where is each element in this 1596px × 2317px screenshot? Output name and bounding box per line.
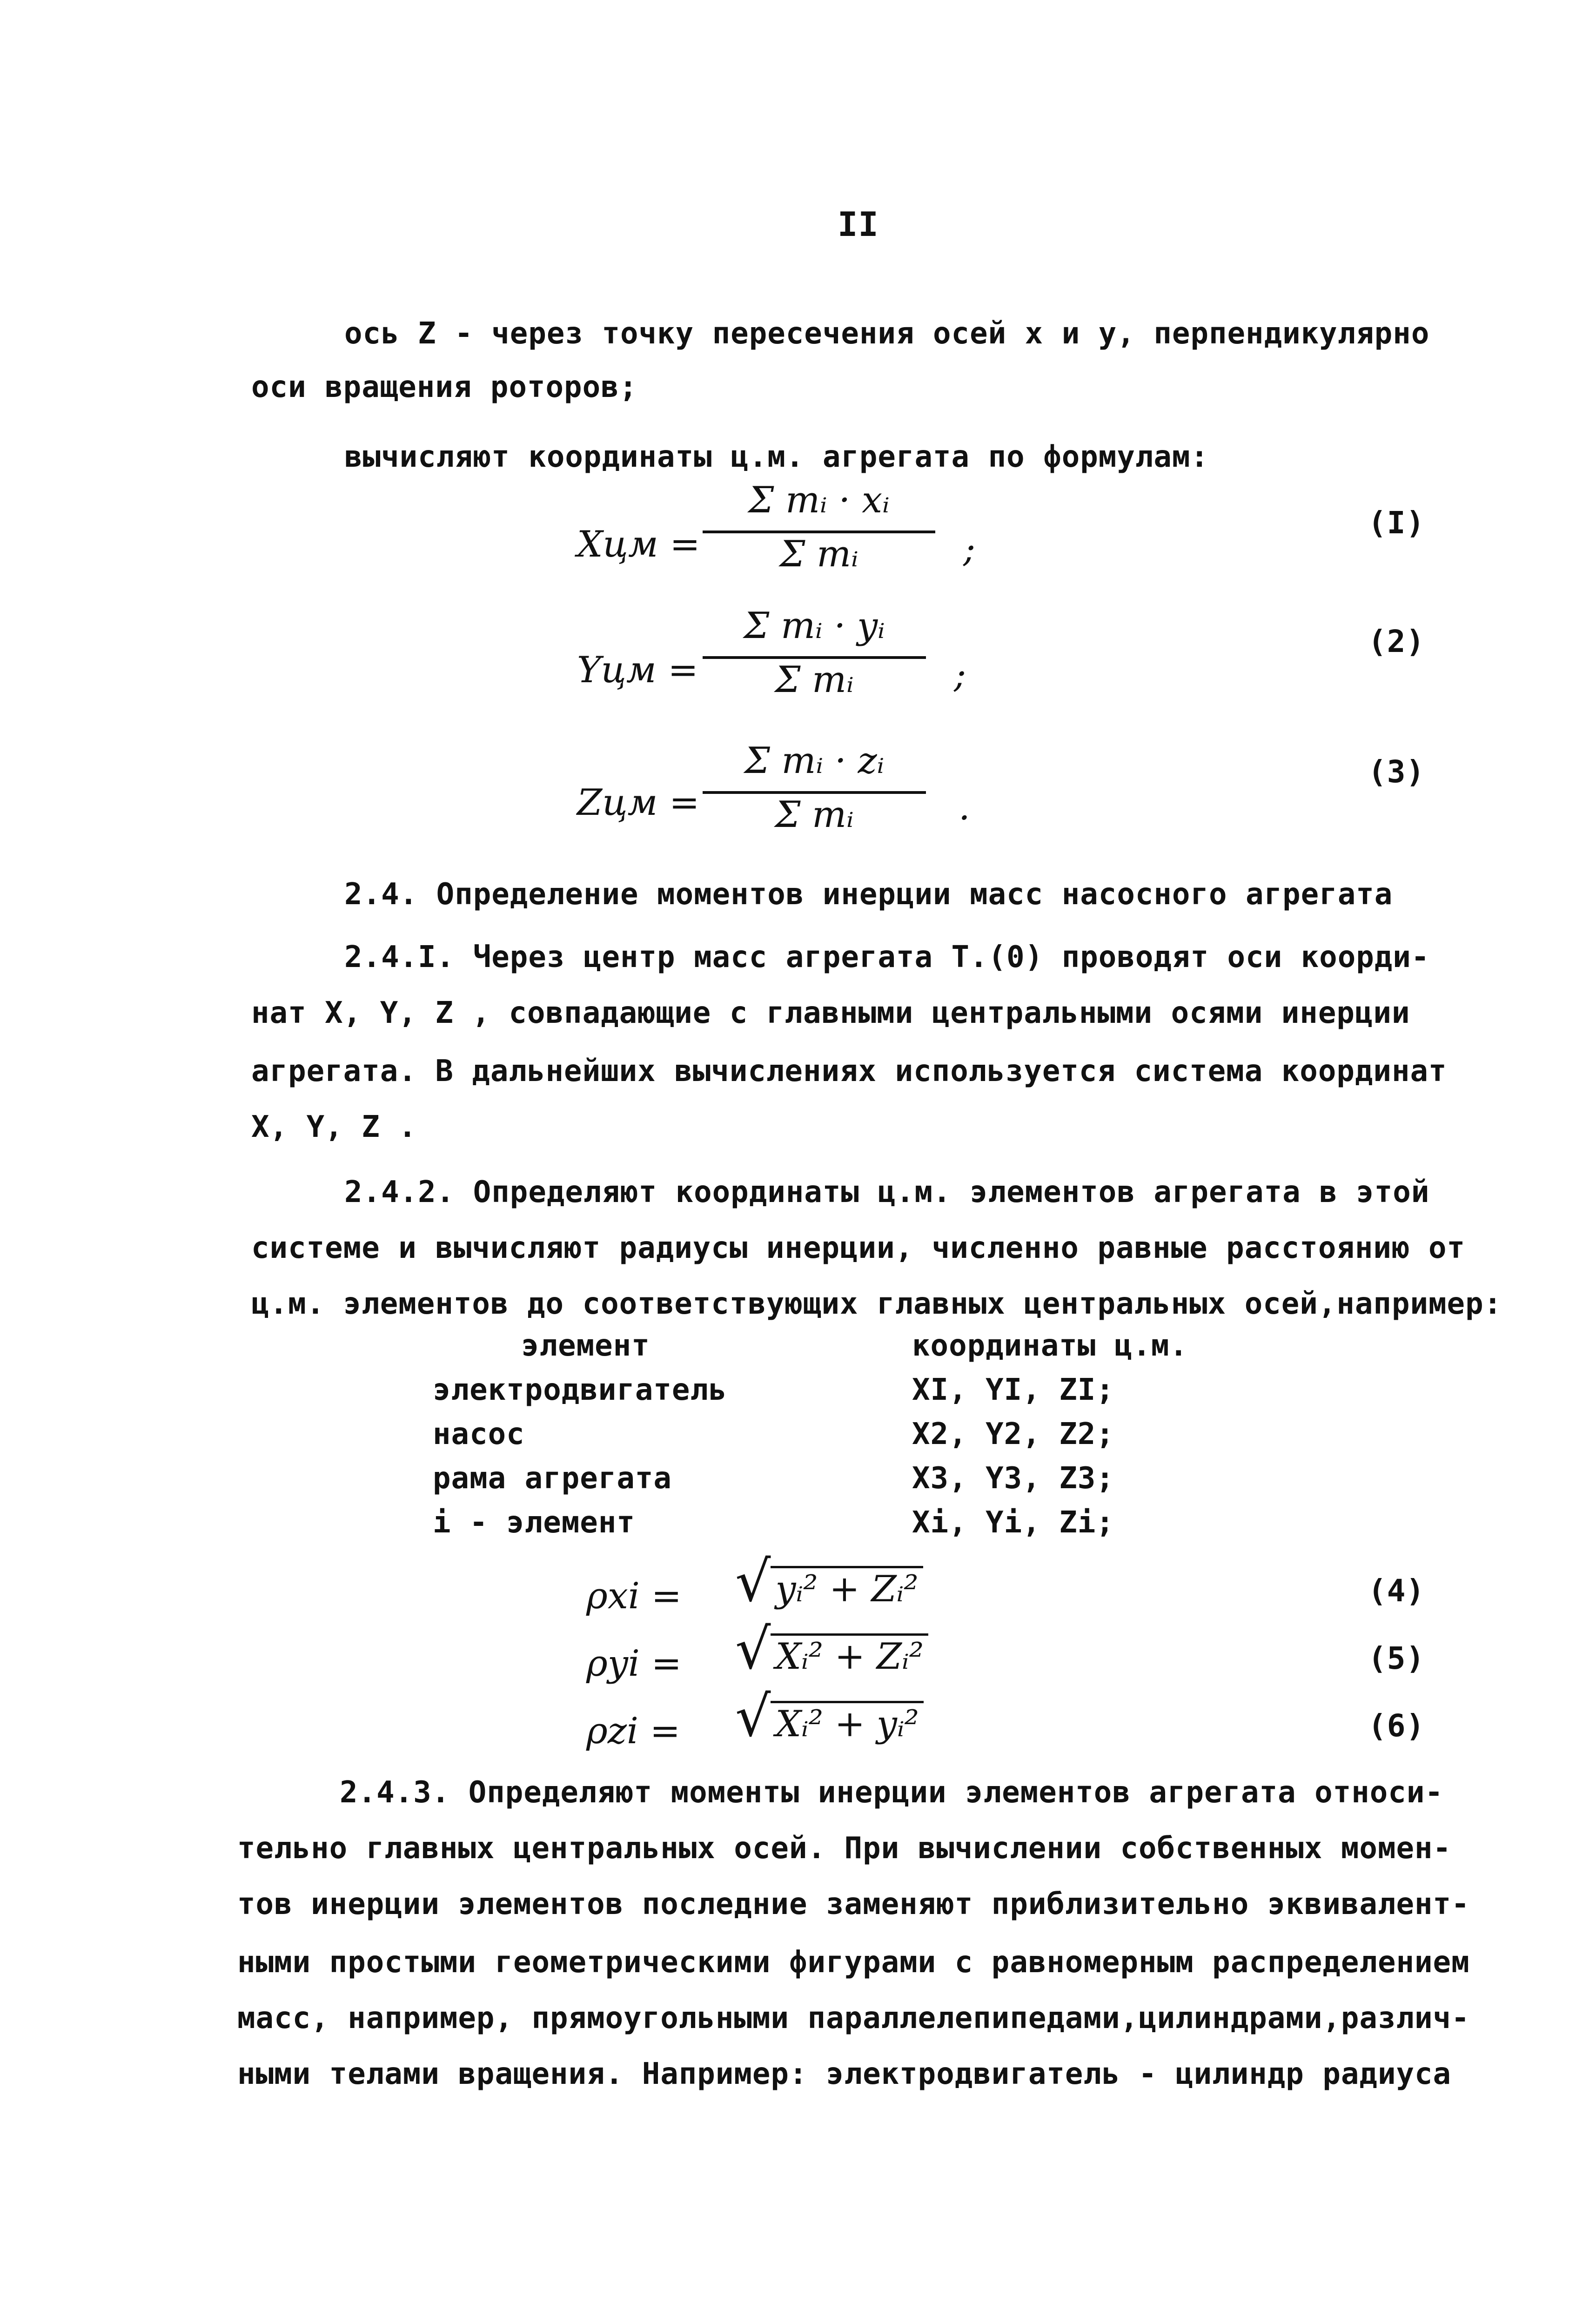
text-line: 2.4.3. Определяют моменты инерции элементов агрегата относи-	[340, 1775, 1443, 1810]
text-line: ными телами вращения. Например: электродвигатель - цилиндр радиуса	[237, 2057, 1452, 2091]
formula-2-end: ;	[954, 654, 966, 696]
formula-2-lhs: Yцм =	[577, 649, 698, 691]
text-line: агрегата. В дальнейших вычислениях используется система координат	[251, 1054, 1447, 1088]
section-heading: 2.4. Определение моментов инерции масс насосного агрегата	[344, 877, 1393, 912]
sqrt-sign: √	[735, 1617, 771, 1682]
formula-6-lhs: ρzi =	[586, 1710, 681, 1752]
text-line: нат X, Y, Z , совпадающие с главными центральными осями инерции	[251, 996, 1410, 1030]
table-cell: i - элемент	[433, 1505, 635, 1540]
text-line: ными простыми геометрическими фигурами с равномерным распределением	[237, 1945, 1470, 1980]
formula-2-fraction	[703, 605, 926, 710]
sqrt-sign: √	[735, 1685, 771, 1749]
formula-3-end: .	[959, 786, 970, 828]
formula-3-fraction	[703, 740, 926, 845]
formula-3-lhs: Zцм =	[577, 782, 700, 824]
formula-5-sqrt	[735, 1617, 928, 1682]
formula-1-end: ;	[963, 528, 976, 570]
text-line: системе и вычисляют радиусы инерции, численно равные расстоянию от	[251, 1231, 1466, 1265]
formula-6-sqrt	[735, 1685, 924, 1749]
formula-6-radicand: Xᵢ² + yᵢ²	[771, 1701, 923, 1745]
formula-1-lhs: Xцм =	[577, 524, 700, 565]
text-line: масс, например, прямоугольными параллелепипедами,цилиндрами,различ-	[237, 2001, 1470, 2035]
formula-4-lhs: ρxi =	[586, 1575, 682, 1617]
table-column-coords	[912, 1329, 1188, 1550]
formula-3-numerator: Σ mᵢ · zᵢ	[744, 740, 885, 782]
formula-1-fraction	[703, 479, 935, 584]
formula-5-lhs: ρyi =	[586, 1643, 682, 1685]
text-line: оси вращения роторов;	[251, 370, 638, 404]
formula-3-denominator: Σ mᵢ	[775, 794, 854, 836]
sqrt-sign: √	[735, 1550, 771, 1614]
text-line: ось Z - через точку пересечения осей x и y, перпендикулярно	[344, 316, 1430, 351]
text-line: тельно главных центральных осей. При вычислении собственных момен-	[237, 1831, 1452, 1866]
table-cell: Xi, Yi, Zi;	[912, 1505, 1114, 1540]
formula-1-numerator: Σ mᵢ · xᵢ	[748, 479, 890, 521]
equation-number: (I)	[1368, 505, 1425, 541]
table-cell: X2, Y2, Z2;	[912, 1417, 1114, 1451]
text-line: ц.м. элементов до соответствующих главных центральных осей,например:	[251, 1287, 1502, 1321]
table-header: координаты ц.м.	[912, 1329, 1188, 1363]
equation-number: (2)	[1368, 624, 1425, 659]
formula-4-sqrt	[735, 1550, 923, 1614]
table-cell: XI, YI, ZI;	[912, 1373, 1114, 1407]
formula-2-numerator: Σ mᵢ · yᵢ	[744, 605, 885, 647]
equation-number: (5)	[1368, 1640, 1425, 1676]
table-cell: рама агрегата	[433, 1461, 672, 1496]
equation-number: (4)	[1368, 1573, 1425, 1609]
equation-number: (3)	[1368, 754, 1425, 790]
text-line: 2.4.I. Через центр масс агрегата Т.(0) проводят оси коорди-	[344, 940, 1430, 974]
text-line: вычисляют координаты ц.м. агрегата по формулам:	[344, 440, 1209, 474]
formula-2-denominator: Σ mᵢ	[775, 659, 854, 701]
text-line: X, Y, Z .	[251, 1110, 417, 1144]
formula-1-denominator: Σ mᵢ	[779, 533, 858, 575]
text-line: 2.4.2. Определяют координаты ц.м. элементов агрегата в этой	[344, 1175, 1430, 1209]
table-cell: X3, Y3, Z3;	[912, 1461, 1114, 1496]
table-cell: электродвигатель	[433, 1373, 727, 1407]
equation-number: (6)	[1368, 1708, 1425, 1744]
table-cell: насос	[433, 1417, 525, 1451]
table-header: элемент	[521, 1329, 650, 1363]
formula-4-radicand: yᵢ² + Zᵢ²	[771, 1566, 923, 1610]
page-number: II	[838, 205, 879, 244]
text-line: тов инерции элементов последние заменяют приблизительно эквивалент-	[237, 1887, 1470, 1921]
formula-5-radicand: Xᵢ² + Zᵢ²	[771, 1633, 928, 1678]
table-column-elements	[433, 1329, 727, 1550]
